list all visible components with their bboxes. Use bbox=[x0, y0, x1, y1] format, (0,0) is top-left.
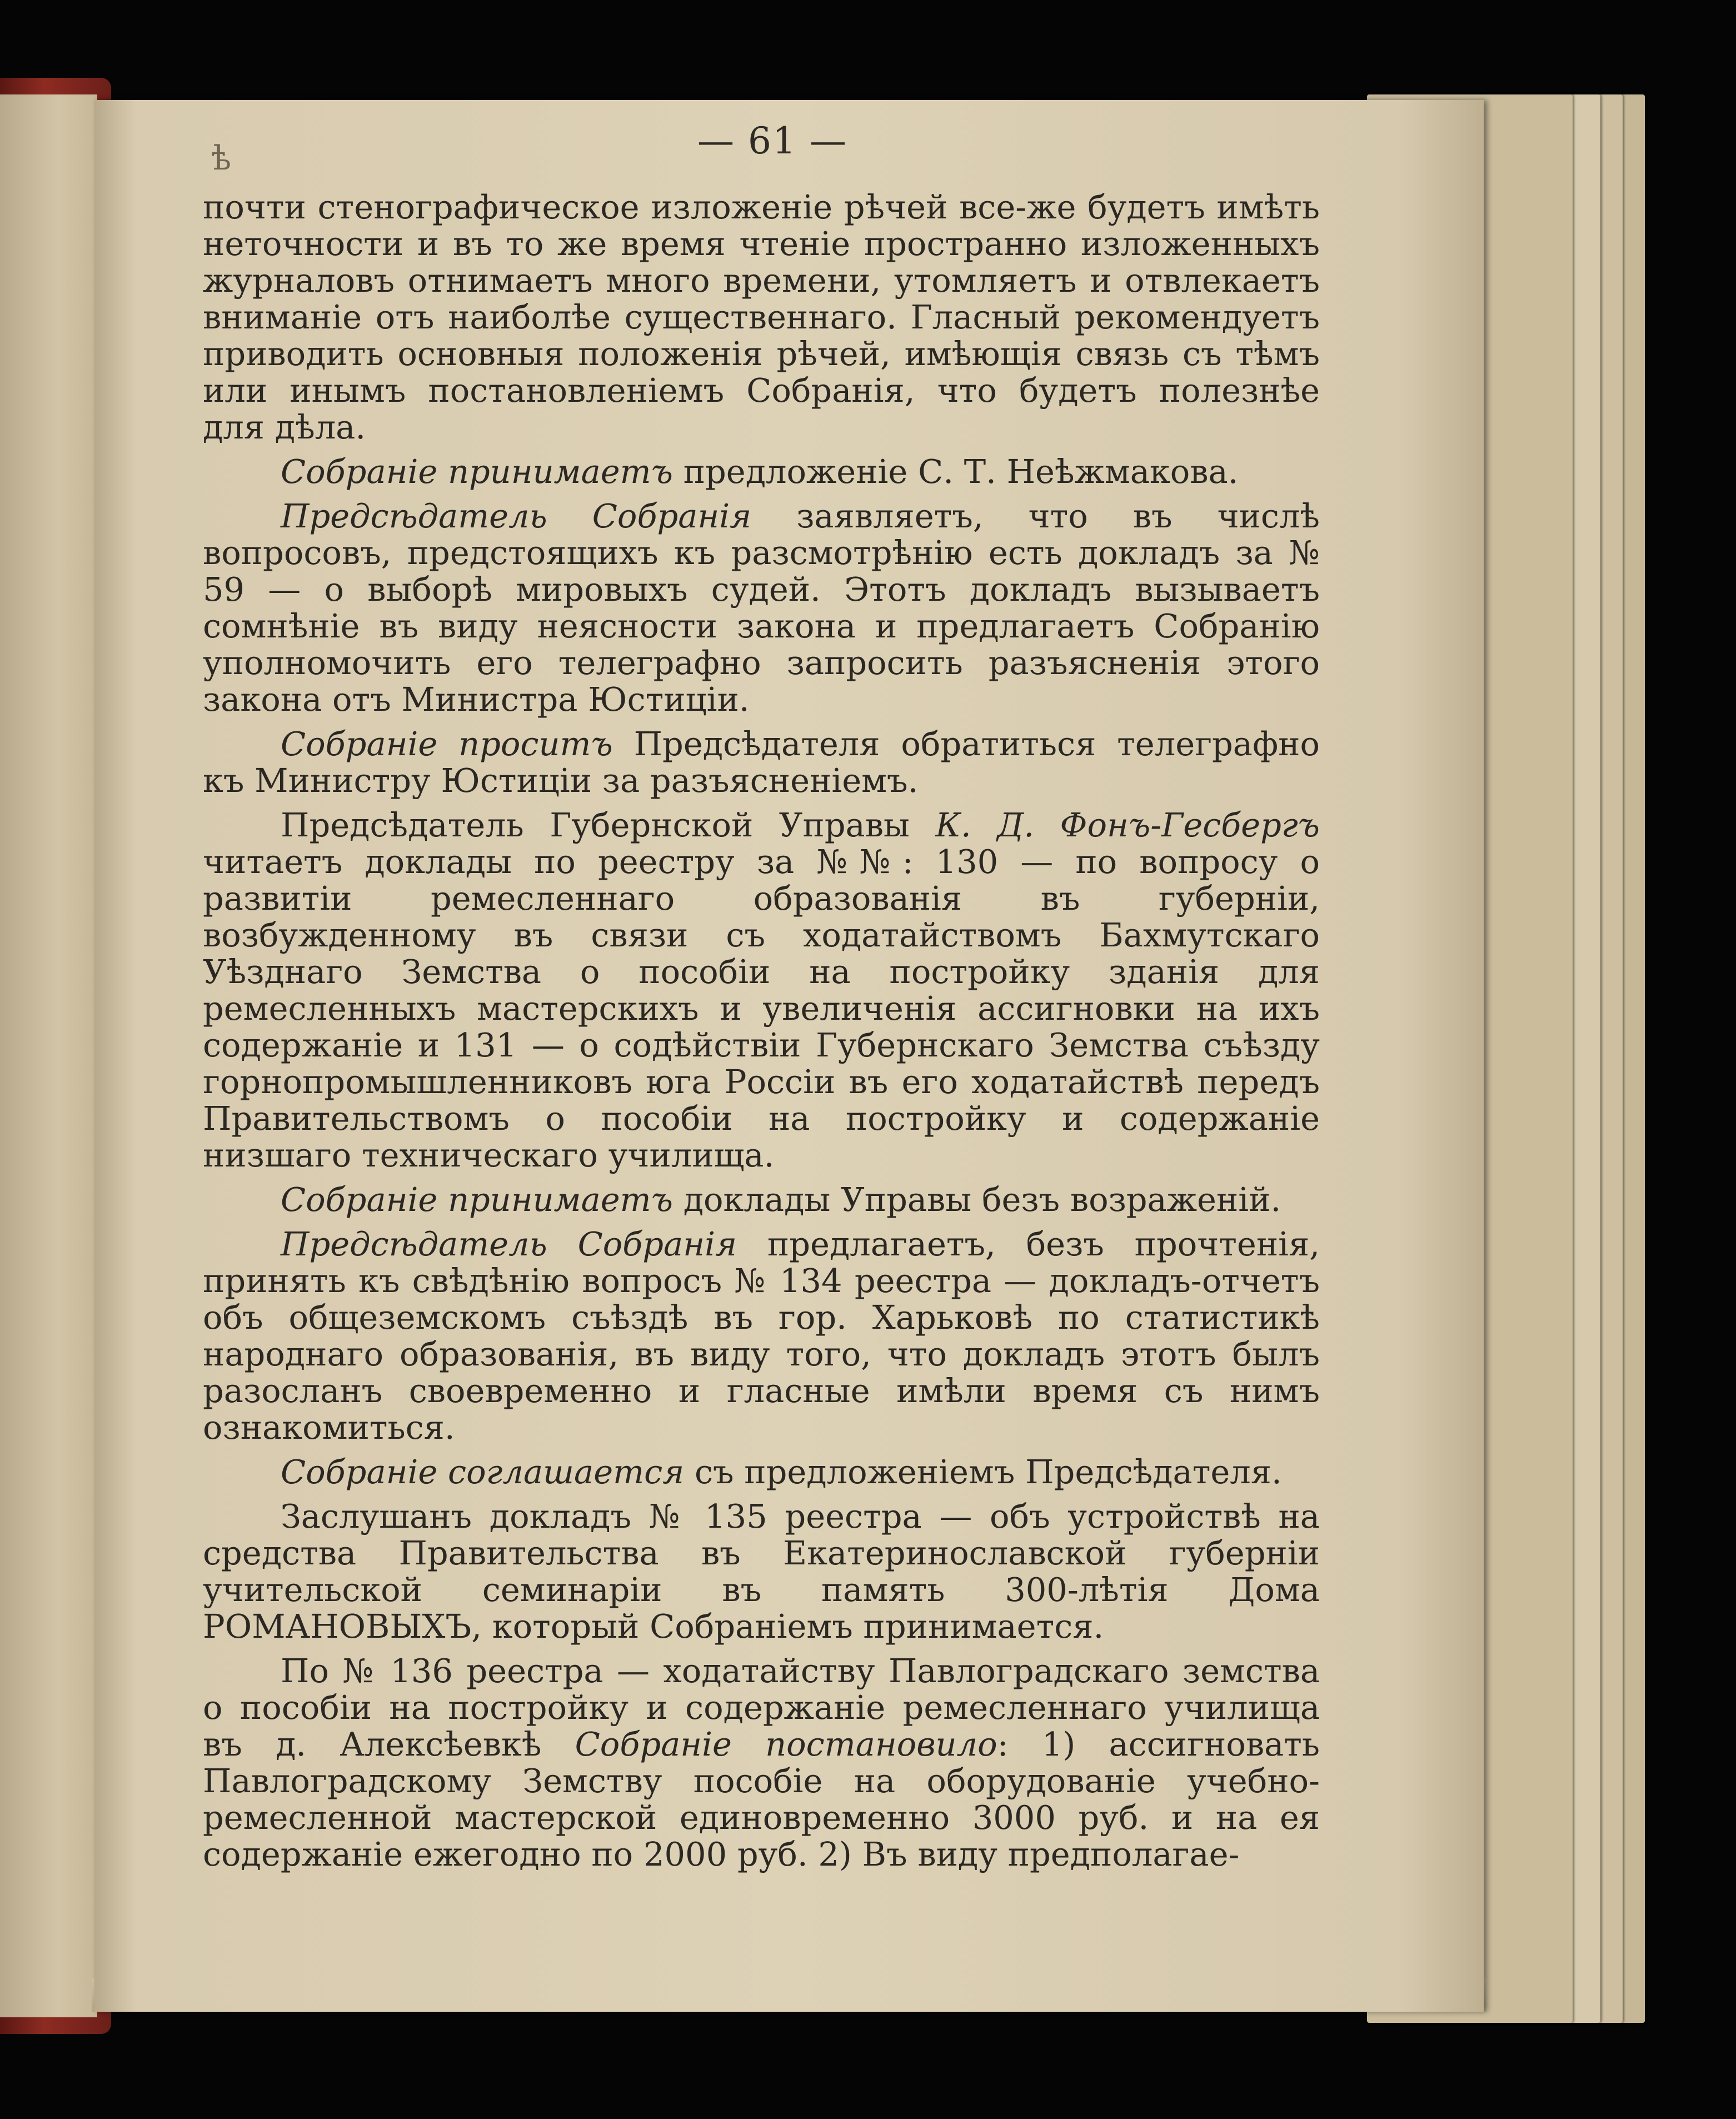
paragraph bbox=[203, 498, 1320, 718]
paragraph bbox=[203, 189, 1320, 446]
italic-phrase: Собраніе постановило bbox=[575, 1725, 997, 1763]
page-mark: ѣ bbox=[211, 139, 232, 178]
italic-phrase: Собраніе соглашается bbox=[281, 1453, 685, 1491]
paragraph bbox=[203, 1653, 1320, 1873]
text-run: Предсѣдателя обратиться телеграфно къ Министру Юстиціи за разъясненіемъ. bbox=[203, 725, 1320, 800]
text-run: читаетъ доклады по реестру за №№: 130 — по вопросу о развитіи ремесленнаго образованія въ губерніи, возбужденному въ связи съ ходатайствомъ Бахмутскаго Уѣзднаго Земства о пособіи на постройку зданія для ремесленныхъ мастерскихъ и увеличенія ассигновки на ихъ содержаніе и 131 — о содѣйствіи Губернскаго Земства съѣзду горнопромышленниковъ юга Россіи въ его ходатайствѣ передъ Правительствомъ о пособіи на постройку и содержаніе низшаго техническаго училища. bbox=[203, 842, 1320, 1174]
page-body-text bbox=[203, 189, 1320, 1881]
paragraph bbox=[203, 726, 1320, 799]
paragraph bbox=[203, 807, 1320, 1174]
text-run: Заслушанъ докладъ № 135 реестра — объ устройствѣ на средства Правительства въ Екатеринославской губерніи учительской семинаріи въ память 300-лѣтія Дома РОМАНОВЫХЪ, который Собраніемъ принимается. bbox=[203, 1497, 1320, 1646]
paragraph bbox=[203, 1181, 1320, 1218]
text-run: съ предложеніемъ Предсѣдателя. bbox=[684, 1453, 1282, 1491]
text-run: доклады Управы безъ возраженій. bbox=[672, 1180, 1281, 1219]
paragraph bbox=[203, 1498, 1320, 1645]
text-run: почти стенографическое изложеніе рѣчей все-же будетъ имѣть неточности и въ то же время чтеніе пространно изложенныхъ журналовъ отнимаетъ много времени, утомляетъ и отвлекаетъ вниманіе отъ наиболѣе существеннаго. Гласный рекомендуетъ приводить основныя положенія рѣчей, имѣющія связь съ тѣмъ или инымъ постановленіемъ Собранія, что будетъ полезнѣе для дѣла. bbox=[203, 188, 1320, 446]
italic-phrase: К. Д. Фонъ-Гесбергъ bbox=[935, 806, 1320, 844]
text-run: предлагаетъ, безъ прочтенія, принять къ свѣдѣнію вопросъ № 134 реестра — докладъ-отчетъ объ общеземскомъ съѣздѣ въ гор. Харьковѣ по статистикѣ народнаго образованія, въ виду того, что докладъ этотъ былъ разосланъ своевременно и гласные имѣли время съ нимъ ознакомиться. bbox=[203, 1225, 1320, 1447]
paragraph bbox=[203, 1226, 1320, 1446]
text-run: заявляетъ, что въ числѣ вопросовъ, предстоящихъ къ разсмотрѣнію есть докладъ за № 59 — о выборѣ мировыхъ судей. Этотъ докладъ вызываетъ сомнѣніе въ виду неясности закона и предлагаетъ Собранію уполномочить его телеграфно запросить разъясненія этого закона отъ Министра Юстиціи. bbox=[203, 497, 1320, 719]
page-number: — 61 — bbox=[697, 119, 847, 162]
italic-phrase: Собраніе проситъ bbox=[281, 725, 613, 763]
italic-phrase: Предсѣдатель Собранія bbox=[281, 497, 752, 535]
text-run: предложеніе С. Т. Неѣжмакова. bbox=[672, 452, 1239, 491]
paragraph bbox=[203, 453, 1320, 490]
italic-phrase: Собраніе принимаетъ bbox=[281, 1180, 673, 1219]
left-page-edge bbox=[0, 94, 97, 2017]
text-run: По № 136 реестра — ходатайству Павлоградскаго земства о пособіи на постройку и содержаніе ремесленнаго училища въ д. Алексѣевкѣ bbox=[203, 1652, 1320, 1763]
text-run: : 1) ассигновать Павлоградскому Земству пособіе на оборудованіе учебно-ремесленной мастерской единовременно 3000 руб. и на ея содержаніе ежегодно по 2000 руб. 2) Въ виду предполагае- bbox=[203, 1725, 1320, 1873]
text-run: Предсѣдатель Губернской Управы bbox=[281, 806, 936, 844]
paragraph bbox=[203, 1454, 1320, 1490]
italic-phrase: Собраніе принимаетъ bbox=[281, 452, 673, 491]
italic-phrase: Предсѣдатель Собранія bbox=[281, 1225, 737, 1263]
